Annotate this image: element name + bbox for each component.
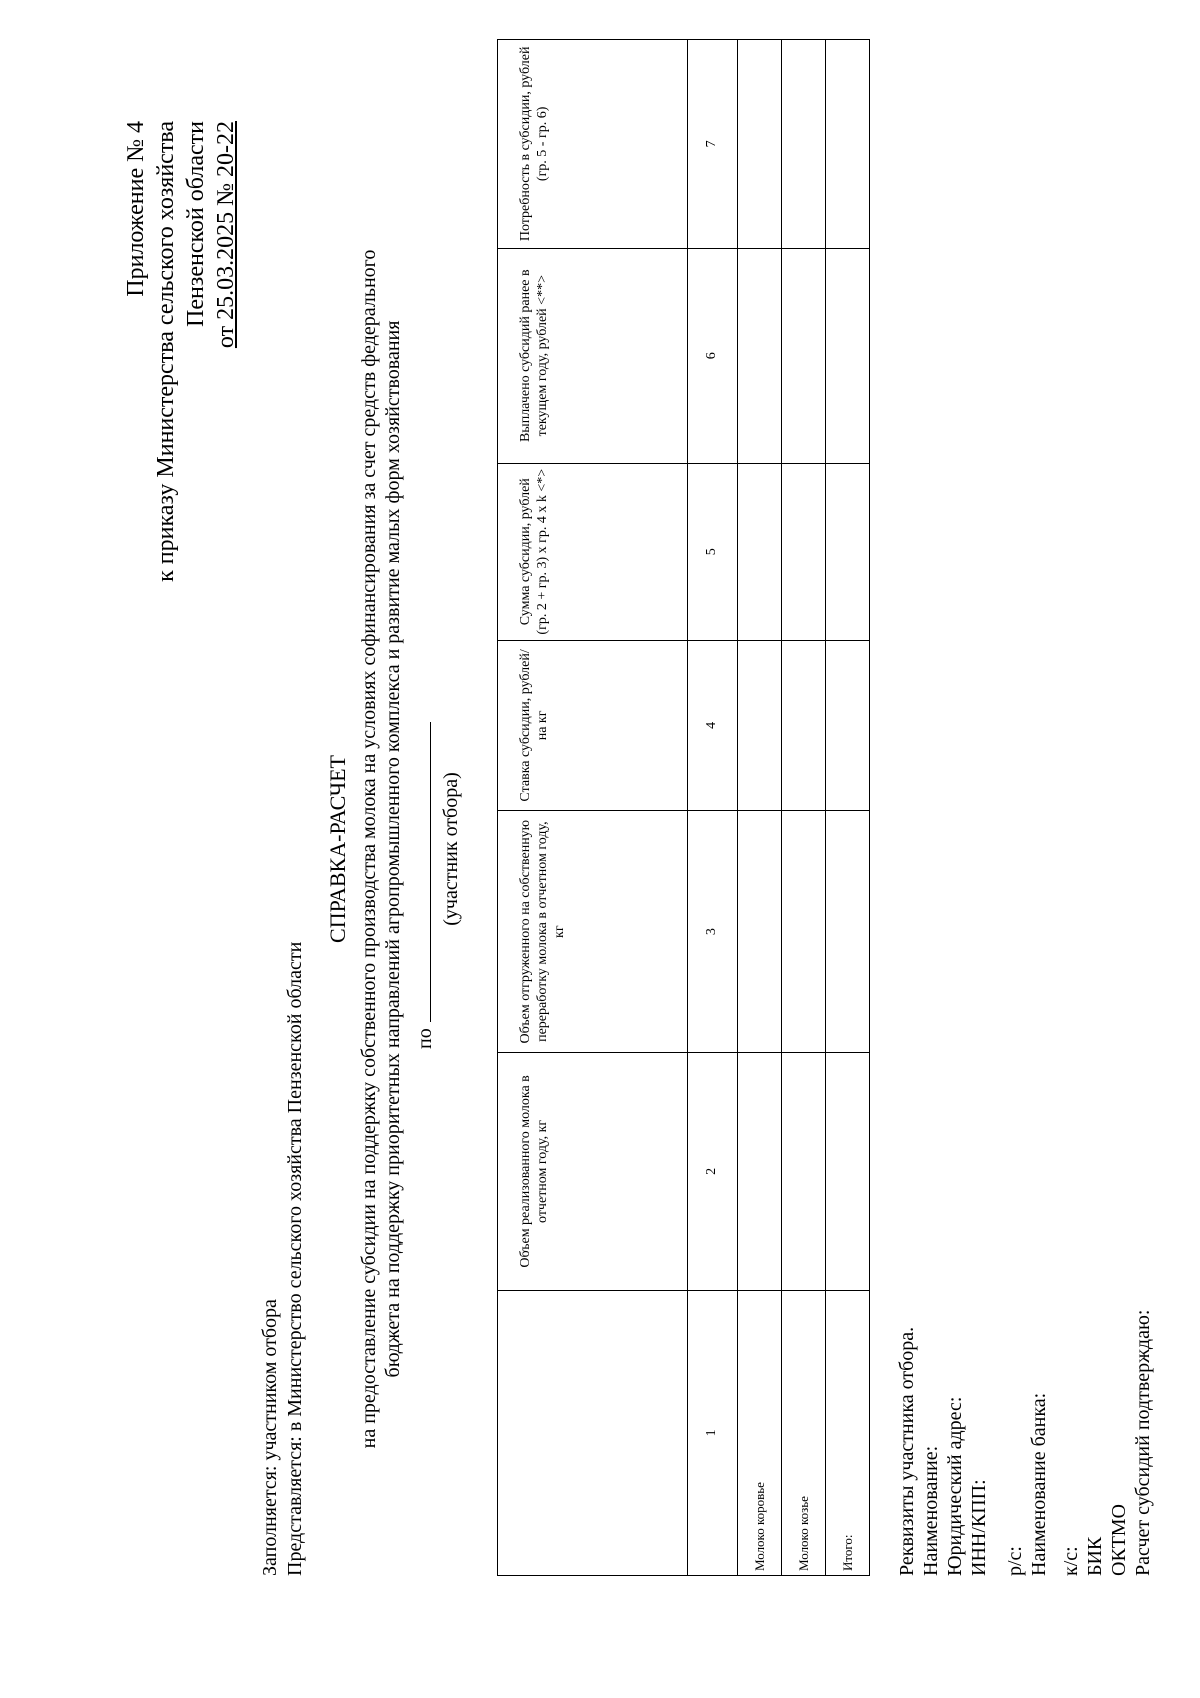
requisite-oktmo: ОКТМО xyxy=(1108,1504,1130,1576)
participant-blank-line xyxy=(414,722,431,1022)
subtitle-line-2: бюджета на поддержку приоритетных направлений агропромышленного комплекса и развитие малых форм хозяйствования xyxy=(382,320,404,1378)
empty-cell xyxy=(738,463,782,640)
empty-cell xyxy=(782,40,826,249)
empty-cell xyxy=(826,811,870,1053)
subtitle-line-1: на предоставление субсидии на поддержку собственного производства молока на условиях софинансирования за счет средств федерального xyxy=(358,249,380,1449)
rotated-document-page xyxy=(25,39,1175,1659)
requisites-heading: Реквизиты участника отбора. xyxy=(896,1326,918,1576)
requisite-legal-address: Юридический адрес: xyxy=(944,1396,966,1576)
header-cell-6: Выплачено субсидий ранее в текущем году, рублей <**> xyxy=(498,248,688,463)
row-label-cow-milk: Молоко коровье xyxy=(738,1290,782,1575)
empty-cell xyxy=(782,463,826,640)
empty-cell xyxy=(738,1053,782,1290)
participant-caption: (участник отбора) xyxy=(440,772,462,926)
empty-cell xyxy=(782,640,826,811)
empty-cell xyxy=(738,40,782,249)
empty-cell xyxy=(826,640,870,811)
column-number-6: 6 xyxy=(688,248,738,463)
po-label: по xyxy=(414,1028,436,1049)
column-number-3: 3 xyxy=(688,811,738,1053)
row-label-total: Итого: xyxy=(826,1290,870,1575)
empty-cell xyxy=(738,640,782,811)
requisite-settlement-account: р/с: xyxy=(1004,1546,1026,1576)
appendix-line-2: к приказу Министерства сельского хозяйства xyxy=(153,121,179,582)
filled-by-note: Заполняется: участником отбора xyxy=(259,1299,281,1576)
column-number-row xyxy=(688,40,738,1576)
header-cell-5: Сумма субсидии, рублей (гр. 2 + гр. 3) x гр. 4 x k <*> xyxy=(498,463,688,640)
requisite-correspondent-account: к/с: xyxy=(1060,1546,1082,1576)
appendix-date-line: от 25.03.2025 № 20-22 xyxy=(213,121,239,349)
appendix-line-1: Приложение № 4 xyxy=(123,121,149,297)
participant-line xyxy=(413,722,437,1049)
requisite-bik: БИК xyxy=(1084,1536,1106,1576)
header-cell-4: Ставка субсидии, рублей/на кг xyxy=(498,640,688,811)
column-number-4: 4 xyxy=(688,640,738,811)
subsidy-calculation-table xyxy=(497,39,870,1576)
header-cell-1 xyxy=(498,1290,688,1575)
row-label-goat-milk: Молоко козье xyxy=(782,1290,826,1575)
column-number-2: 2 xyxy=(688,1053,738,1290)
requisite-inn-kpp: ИНН/КПП: xyxy=(968,1479,990,1576)
table-row-total xyxy=(826,40,870,1576)
empty-cell xyxy=(782,811,826,1053)
empty-cell xyxy=(738,248,782,463)
requisite-name: Наименование: xyxy=(920,1445,942,1576)
column-number-1: 1 xyxy=(688,1290,738,1575)
empty-cell xyxy=(782,248,826,463)
empty-cell xyxy=(826,1053,870,1290)
submitted-to-note: Представляется: в Министерство сельского хозяйства Пензенской области xyxy=(284,941,306,1576)
header-cell-2: Объем реализованного молока в отчетном году, кг xyxy=(498,1053,688,1290)
column-number-5: 5 xyxy=(688,463,738,640)
empty-cell xyxy=(738,811,782,1053)
appendix-line-3: Пензенской области xyxy=(183,121,209,327)
header-cell-3: Объем отгруженного на собственную переработку молока в отчетном году, кг xyxy=(498,811,688,1053)
requisite-bank-name: Наименование банка: xyxy=(1028,1392,1050,1576)
table-row-goat-milk xyxy=(782,40,826,1576)
table-row-cow-milk xyxy=(738,40,782,1576)
empty-cell xyxy=(826,463,870,640)
header-cell-7: Потребность в субсидии, рублей (гр. 5 - гр. 6) xyxy=(498,40,688,249)
table-header-row xyxy=(498,40,688,1576)
confirmation-line: Расчет субсидий подтверждаю: xyxy=(1132,1309,1154,1576)
document-title: СПРАВКА-РАСЧЕТ xyxy=(325,755,350,943)
empty-cell xyxy=(826,248,870,463)
empty-cell xyxy=(782,1053,826,1290)
empty-cell xyxy=(826,40,870,249)
column-number-7: 7 xyxy=(688,40,738,249)
